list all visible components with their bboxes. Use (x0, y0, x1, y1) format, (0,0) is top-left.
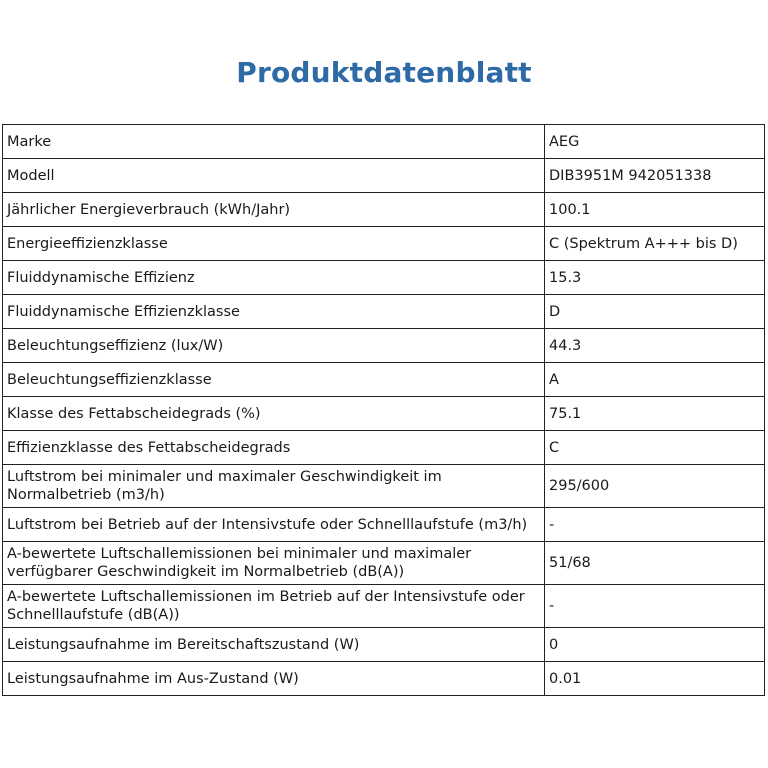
row-label-airflow-intensive: Luftstrom bei Betrieb auf der Intensivstufe oder Schnelllaufstufe (m3/h) (3, 508, 545, 542)
table-row (3, 125, 765, 159)
table-row (3, 508, 765, 542)
row-label-lighting-efficiency-class: Beleuchtungseffizienzklasse (3, 363, 545, 397)
row-value-energy-class: C (Spektrum A+++ bis D) (545, 227, 765, 261)
row-value-off-power: 0.01 (545, 662, 765, 696)
table-row (3, 431, 765, 465)
row-value-fluid-efficiency: 15.3 (545, 261, 765, 295)
row-value-lighting-efficiency-class: A (545, 363, 765, 397)
row-value-standby-power: 0 (545, 628, 765, 662)
table-row (3, 159, 765, 193)
table-row (3, 465, 765, 508)
table-row (3, 363, 765, 397)
row-label-standby-power: Leistungsaufnahme im Bereitschaftszustand (W) (3, 628, 545, 662)
row-label-off-power: Leistungsaufnahme im Aus-Zustand (W) (3, 662, 545, 696)
row-value-grease-filter-class: C (545, 431, 765, 465)
row-value-grease-filter: 75.1 (545, 397, 765, 431)
row-label-fluid-efficiency-class: Fluiddynamische Effizienzklasse (3, 295, 545, 329)
row-label-airflow-normal: Luftstrom bei minimaler und maximaler Geschwindigkeit im Normalbetrieb (m3/h) (3, 465, 545, 508)
table-row (3, 193, 765, 227)
row-value-airflow-normal: 295/600 (545, 465, 765, 508)
row-value-fluid-efficiency-class: D (545, 295, 765, 329)
row-label-lighting-efficiency: Beleuchtungseffizienz (lux/W) (3, 329, 545, 363)
row-value-noise-intensive: - (545, 585, 765, 628)
page-title: Produktdatenblatt (236, 56, 532, 89)
row-value-modell: DIB3951M 942051338 (545, 159, 765, 193)
row-label-modell: Modell (3, 159, 545, 193)
row-value-noise-normal: 51/68 (545, 542, 765, 585)
row-value-energy-consumption: 100.1 (545, 193, 765, 227)
row-label-grease-filter: Klasse des Fettabscheidegrads (%) (3, 397, 545, 431)
table-row (3, 227, 765, 261)
table-row (3, 261, 765, 295)
table-row (3, 542, 765, 585)
table-row (3, 662, 765, 696)
row-label-noise-intensive: A-bewertete Luftschallemissionen im Betrieb auf der Intensivstufe oder Schnelllaufstufe (dB(A)) (3, 585, 545, 628)
row-label-fluid-efficiency: Fluiddynamische Effizienz (3, 261, 545, 295)
row-label-noise-normal: A-bewertete Luftschallemissionen bei minimaler und maximaler verfügbarer Geschwindigkeit im Normalbetrieb (dB(A)) (3, 542, 545, 585)
row-value-marke: AEG (545, 125, 765, 159)
table-row (3, 329, 765, 363)
row-value-airflow-intensive: - (545, 508, 765, 542)
table-row (3, 628, 765, 662)
table-row (3, 397, 765, 431)
row-label-grease-filter-class: Effizienzklasse des Fettabscheidegrads (3, 431, 545, 465)
row-label-energy-consumption: Jährlicher Energieverbrauch (kWh/Jahr) (3, 193, 545, 227)
row-label-energy-class: Energieeffizienzklasse (3, 227, 545, 261)
table-row (3, 585, 765, 628)
table-row (3, 295, 765, 329)
row-label-marke: Marke (3, 125, 545, 159)
product-data-table (2, 124, 765, 696)
row-value-lighting-efficiency: 44.3 (545, 329, 765, 363)
